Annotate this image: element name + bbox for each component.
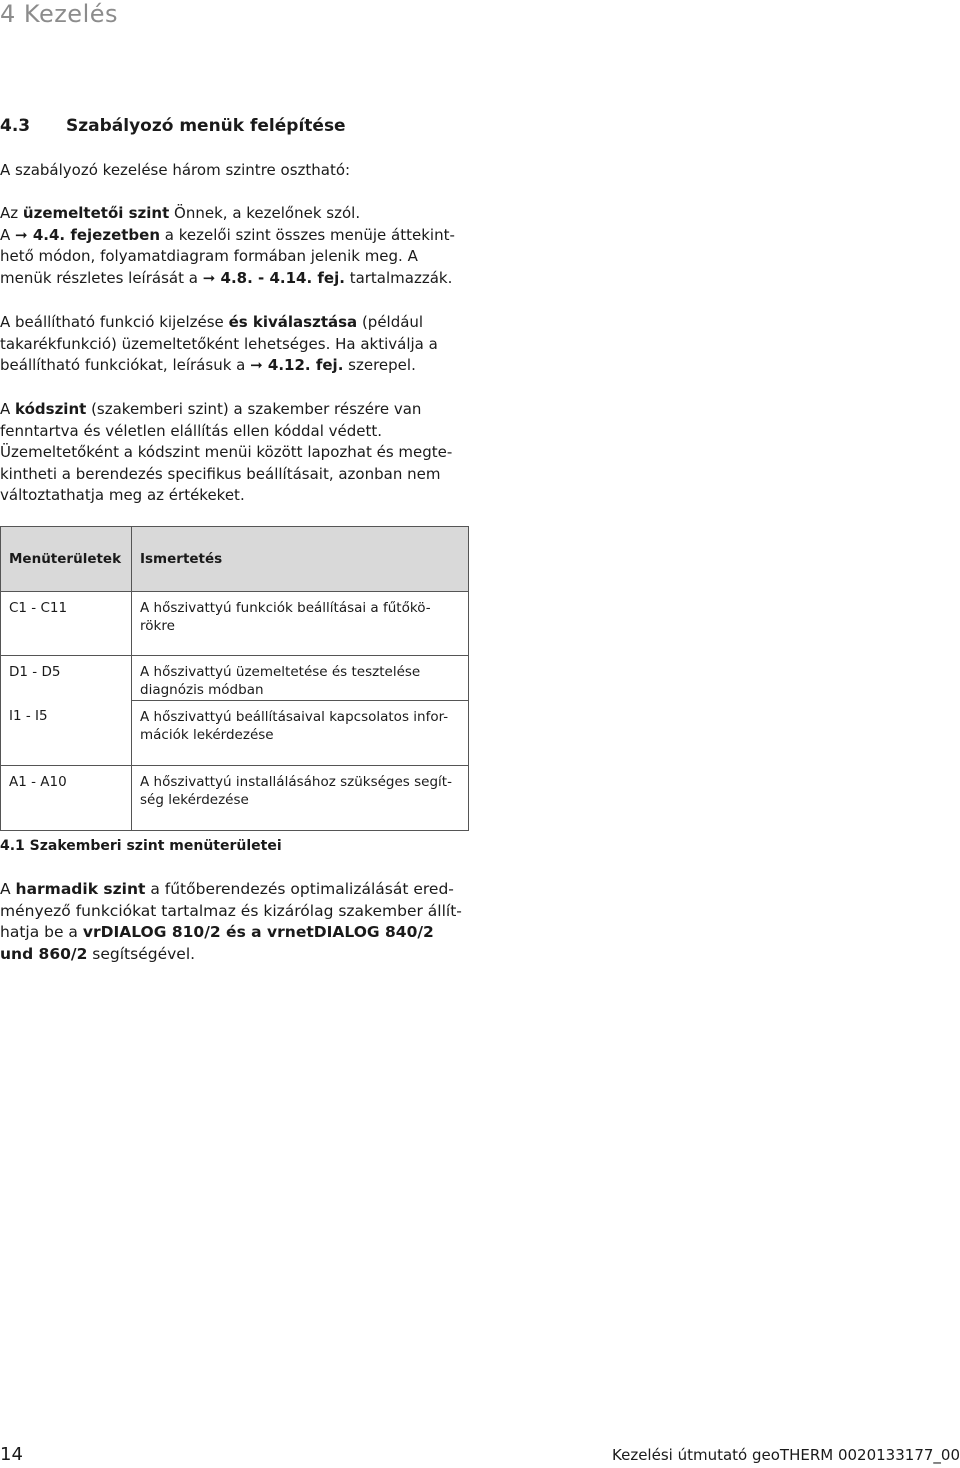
chapter-reference: 4.8. - 4.14. fej. (215, 268, 345, 287)
description-line: A hőszivattyú üzemeltetése és tesztelése (140, 664, 421, 680)
text: hető módon, folyamatdiagram formában jelenik meg. A (0, 247, 418, 266)
menu-area-cell: A1 - A10 (1, 766, 132, 831)
document-footer: Kezelési útmutató geoTHERM 0020133177_00 (612, 1446, 960, 1464)
table-caption: 4.1 Szakemberi szint menüterületei (0, 838, 282, 854)
description-line: A hőszivattyú installálásához szükséges segít- (140, 774, 452, 790)
code-level-paragraph (0, 399, 470, 507)
table-row (1, 592, 469, 656)
menu-area-d: D1 - D5 (9, 664, 61, 680)
section-heading (0, 116, 346, 136)
bold-text: kódszint (15, 400, 87, 418)
arrow-right-icon: ➞ (202, 268, 216, 287)
description-cell (132, 701, 469, 766)
description-line: rökre (140, 618, 175, 634)
table-header-row (1, 527, 469, 592)
arrow-right-icon: ➞ (250, 356, 263, 375)
chapter-header: 4 Kezelés (0, 0, 119, 28)
text: A (0, 880, 16, 898)
text: szerepel. (343, 356, 416, 375)
text: a kezelői szint összes menüje áttekint- (160, 225, 455, 244)
text: beállítható funkciókat, leírásuk a (0, 356, 251, 375)
bold-text: üzemeltetői szint (22, 204, 170, 222)
bold-text: és kiválasztása (228, 313, 358, 331)
table-row (1, 656, 469, 701)
bold-text: und 860/2 (0, 944, 88, 963)
menu-area-i: I1 - I5 (9, 708, 48, 724)
bold-text: harmadik szint (15, 880, 146, 898)
function-paragraph (0, 312, 470, 377)
column-header: Menüterületek (1, 527, 132, 592)
operator-level-paragraph (0, 203, 470, 289)
text: menük részletes leírását a (0, 268, 203, 287)
page-number: 14 (0, 1444, 23, 1465)
text: A (0, 225, 16, 244)
description-cell (132, 766, 469, 831)
description-line: A hőszivattyú funkciók beállításai a fűtőkö- (140, 600, 431, 616)
text: A (0, 400, 16, 418)
section-number: 4.3 (0, 116, 31, 136)
arrow-right-icon: ➞ (15, 225, 28, 244)
intro-paragraph: A szabályozó kezelése három szintre osztható: (0, 161, 351, 179)
text: ményező funkciókat tartalmaz és kizárólag szakember állít- (0, 901, 462, 920)
text: Az (0, 204, 23, 222)
text: a fűtőberendezés optimalizálását ered- (145, 880, 454, 898)
menu-area-cell (1, 656, 132, 766)
bold-text: vrDIALOG 810/2 és a vrnetDIALOG 840/2 (82, 923, 434, 942)
menu-areas-table (0, 526, 469, 831)
text: Üzemeltetőként a kódszint menüi között lapozhat és megte- (0, 443, 453, 462)
chapter-reference: 4.12. fej. (262, 356, 344, 375)
text: takarékfunkció) üzemeltetőként lehetséges. Ha aktiválja a (0, 334, 438, 353)
description-line: ség lekérdezése (140, 792, 249, 808)
text: változtathatja meg az értékeket. (0, 486, 245, 505)
description-cell (132, 656, 469, 701)
description-cell (132, 592, 469, 656)
expert-level-paragraph (0, 879, 470, 965)
menu-area-cell: C1 - C11 (1, 592, 132, 656)
text: kintheti a berendezés specifikus beállításait, azonban nem (0, 464, 441, 483)
description-line: mációk lekérdezése (140, 727, 274, 743)
text: hatja be a (0, 923, 83, 942)
table-row (1, 766, 469, 831)
description-line: A hőszivattyú beállításaival kapcsolatos infor- (140, 709, 449, 725)
text: (például (357, 313, 424, 331)
column-header: Ismertetés (132, 527, 469, 592)
chapter-reference: 4.4. fejezetben (27, 225, 161, 244)
description-line: diagnózis módban (140, 682, 264, 698)
text: fenntartva és véletlen elállítás ellen kóddal védett. (0, 421, 383, 440)
text: (szakemberi szint) a szakember részére van (86, 400, 422, 418)
text: tartalmazzák. (344, 268, 453, 287)
text: Önnek, a kezelőnek szól. (169, 204, 361, 222)
text: A beállítható funkció kijelzése (0, 313, 229, 331)
text: segítségével. (87, 944, 196, 963)
section-title: Szabályozó menük felépítése (66, 116, 346, 136)
